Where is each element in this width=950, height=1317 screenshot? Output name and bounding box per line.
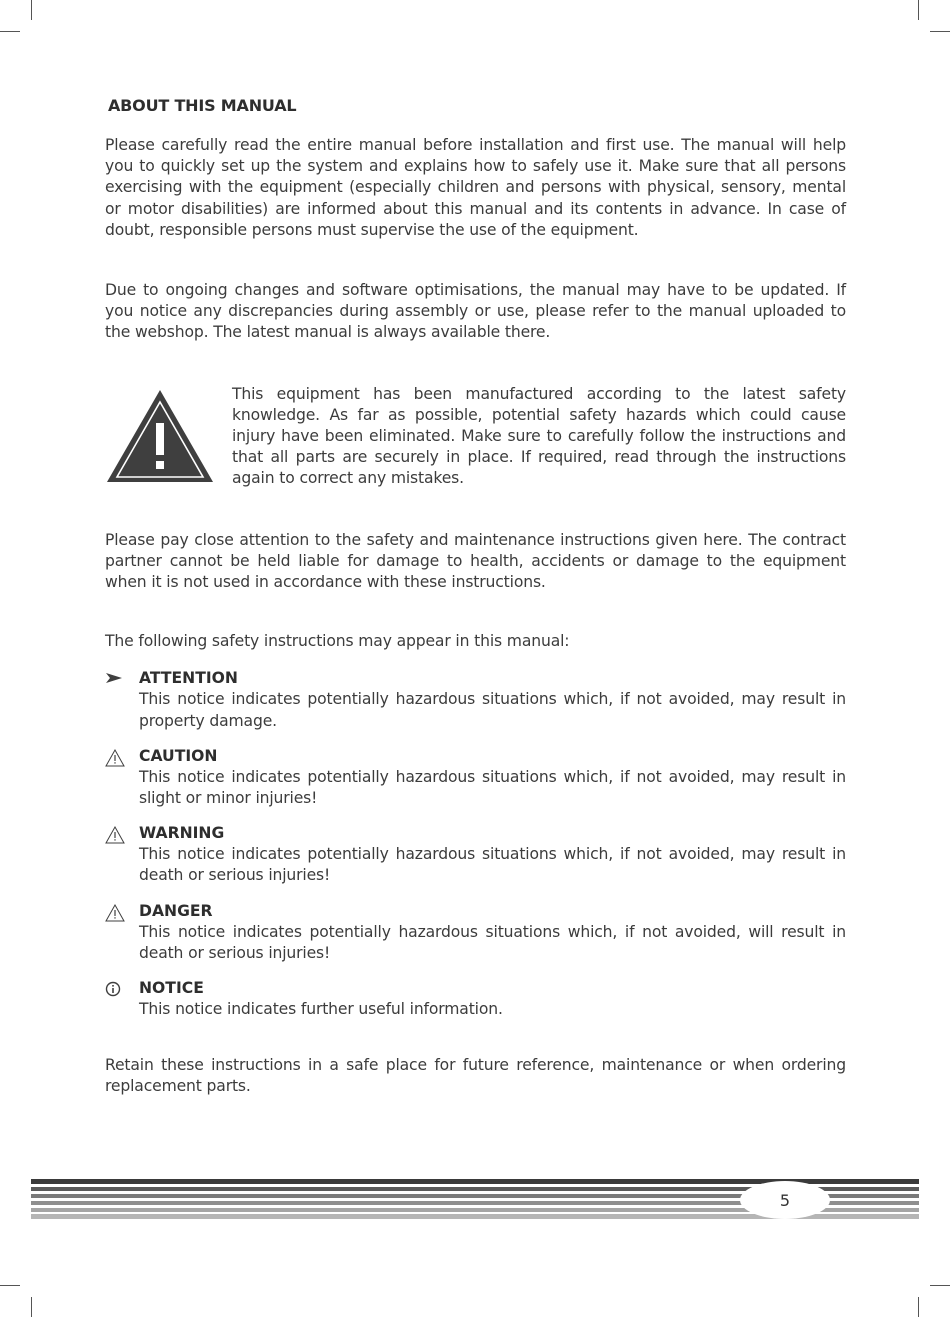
info-icon	[105, 978, 139, 1020]
notice-warning	[105, 823, 846, 886]
intro-paragraph: Please carefully read the entire manual before installation and first use. The manual will help you to quickly set up the system and explains how to safely use it. Make sure that all persons exercising with the equipment (especially children and persons with physical, sensory, mental or motor disabilities) are informed about this manual and its contents in advance. In case of doubt, responsible persons must supervise the use of the equipment.	[105, 136, 846, 239]
arrow-icon	[105, 668, 139, 731]
warning-triangle-icon	[105, 746, 139, 809]
notice-title: WARNING	[139, 824, 225, 843]
notice-title: NOTICE	[139, 979, 204, 998]
retain-paragraph: Retain these instructions in a safe place for future reference, maintenance or when ordering replacement parts.	[105, 1056, 846, 1096]
notice-text: This notice indicates potentially hazardous situations which, if not avoided, may result in death or serious injuries!	[139, 845, 846, 885]
large-warning-triangle-icon	[105, 382, 232, 492]
notice-text: This notice indicates potentially hazardous situations which, if not avoided, may result in property damage.	[139, 690, 846, 730]
safety-warning-block	[105, 382, 846, 492]
notice-list	[105, 668, 846, 1020]
crop-mark	[918, 1297, 919, 1317]
notice-notice	[105, 978, 846, 1020]
safety-knowledge-paragraph: This equipment has been manufactured according to the latest safety knowledge. As far as possible, potential safety hazards which could cause injury have been eliminated. Make sure to carefully follow the instructions and that all parts are securely in place. If required, read through the instructions again to correct any mistakes.	[232, 384, 846, 488]
warning-triangle-icon	[105, 901, 139, 964]
notice-title: CAUTION	[139, 746, 218, 765]
warning-triangle-icon	[105, 823, 139, 886]
crop-mark	[930, 1285, 950, 1286]
following-paragraph: The following safety instructions may appear in this manual:	[105, 632, 570, 651]
notice-text: This notice indicates potentially hazardous situations which, if not avoided, may result in slight or minor injuries!	[139, 767, 846, 808]
notice-text: This notice indicates further useful information.	[139, 1000, 503, 1019]
crop-mark	[918, 0, 919, 20]
updates-paragraph: Due to ongoing changes and software optimisations, the manual may have to be updated. If you notice any discrepancies during assembly or use, please refer to the manual uploaded to the webshop. The latest manual is always available there.	[105, 281, 846, 342]
crop-mark	[31, 1297, 32, 1317]
page-title: ABOUT THIS MANUAL	[108, 96, 297, 115]
notice-attention	[105, 668, 846, 731]
attention-paragraph: Please pay close attention to the safety and maintenance instructions given here. The contract partner cannot be held liable for damage to health, accidents or damage to the equipment when it is not used in accordance with these instructions.	[105, 530, 846, 592]
crop-mark	[0, 1285, 20, 1286]
crop-mark	[930, 31, 950, 32]
notice-caution	[105, 746, 846, 809]
notice-danger	[105, 901, 846, 964]
page-number: 5	[740, 1181, 830, 1219]
crop-mark	[0, 31, 20, 32]
notice-title: DANGER	[139, 901, 213, 920]
notice-text: This notice indicates potentially hazardous situations which, if not avoided, will result in death or serious injuries!	[139, 922, 846, 962]
notice-title: ATTENTION	[139, 669, 238, 688]
crop-mark	[31, 0, 32, 20]
page-content	[105, 96, 846, 1098]
